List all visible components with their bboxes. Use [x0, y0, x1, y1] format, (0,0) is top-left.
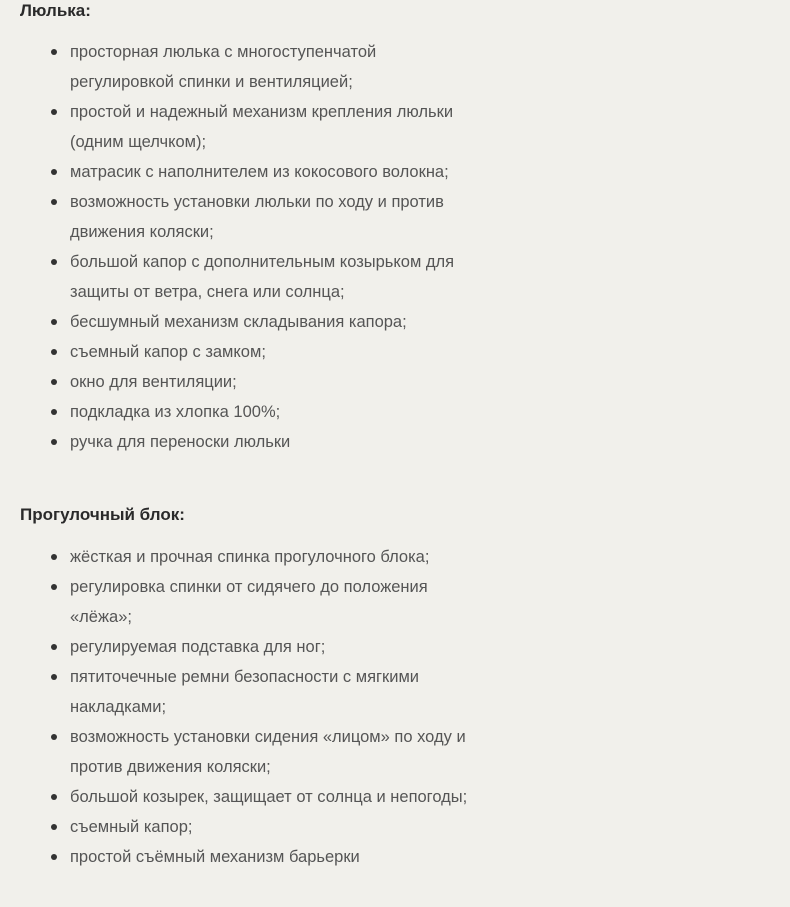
- list-item: [0, 632, 470, 662]
- bullet-icon: [51, 169, 57, 175]
- bullet-icon: [51, 644, 57, 650]
- list-item: [0, 722, 470, 782]
- bullet-icon: [51, 349, 57, 355]
- bullet-icon: [51, 379, 57, 385]
- list-item: [0, 812, 470, 842]
- list-item-text: бесшумный механизм складывания капора;: [70, 313, 407, 331]
- section-title-stroller-seat: Прогулочный блок:: [20, 505, 185, 524]
- bullet-icon: [51, 854, 57, 860]
- list-item-text: подкладка из хлопка 100%;: [70, 403, 281, 421]
- list-item-text: возможность установки сидения «лицом» по ходу и против движения коляски;: [70, 728, 466, 776]
- list-item: [0, 37, 470, 97]
- list-item-text: большой капор с дополнительным козырьком для защиты от ветра, снега или солнца;: [70, 253, 455, 301]
- bullet-icon: [51, 824, 57, 830]
- list-item-text: большой козырек, защищает от солнца и непогоды;: [70, 788, 468, 806]
- list-item-text: простой съёмный механизм барьерки: [70, 848, 360, 866]
- bullet-icon: [51, 674, 57, 680]
- bullet-icon: [51, 199, 57, 205]
- list-item: [0, 842, 470, 872]
- list-item: [0, 187, 470, 247]
- bullet-icon: [51, 109, 57, 115]
- bullet-icon: [51, 259, 57, 265]
- list-item-text: регулируемая подставка для ног;: [70, 638, 326, 656]
- list-item-text: просторная люлька с многоступенчатой регулировкой спинки и вентиляцией;: [70, 43, 377, 91]
- list-item: [0, 542, 490, 572]
- list-item-text: жёсткая и прочная спинка прогулочного блока;: [70, 548, 430, 566]
- list-item-text: ручка для переноски люльки: [70, 433, 291, 451]
- list-item-text: регулировка спинки от сидячего до положения «лёжа»;: [70, 578, 428, 626]
- list-item: [0, 337, 470, 367]
- list-item-text: съемный капор с замком;: [70, 343, 266, 361]
- bullet-icon: [51, 409, 57, 415]
- bullet-icon: [51, 794, 57, 800]
- list-item: [0, 427, 470, 457]
- list-item: [0, 157, 470, 187]
- list-item: [0, 247, 470, 307]
- cradle-feature-list: [0, 37, 470, 457]
- bullet-icon: [51, 319, 57, 325]
- section-title-cradle: Люлька:: [20, 1, 91, 20]
- list-item-text: матрасик с наполнителем из кокосового волокна;: [70, 163, 449, 181]
- bullet-icon: [51, 734, 57, 740]
- list-item-text: окно для вентиляции;: [70, 373, 237, 391]
- list-item-text: простой и надежный механизм крепления люльки (одним щелчком);: [70, 103, 454, 151]
- bullet-icon: [51, 49, 57, 55]
- list-item: [0, 662, 470, 722]
- list-item-text: пятиточечные ремни безопасности с мягкими накладками;: [70, 668, 420, 716]
- list-item: [0, 97, 470, 157]
- list-item-text: съемный капор;: [70, 818, 193, 836]
- list-item: [0, 307, 470, 337]
- stroller-seat-feature-list: [0, 542, 490, 872]
- bullet-icon: [51, 584, 57, 590]
- bullet-icon: [51, 554, 57, 560]
- list-item: [0, 572, 470, 632]
- list-item-text: возможность установки люльки по ходу и против движения коляски;: [70, 193, 444, 241]
- bullet-icon: [51, 439, 57, 445]
- list-item: [0, 782, 470, 812]
- list-item: [0, 367, 470, 397]
- list-item: [0, 397, 470, 427]
